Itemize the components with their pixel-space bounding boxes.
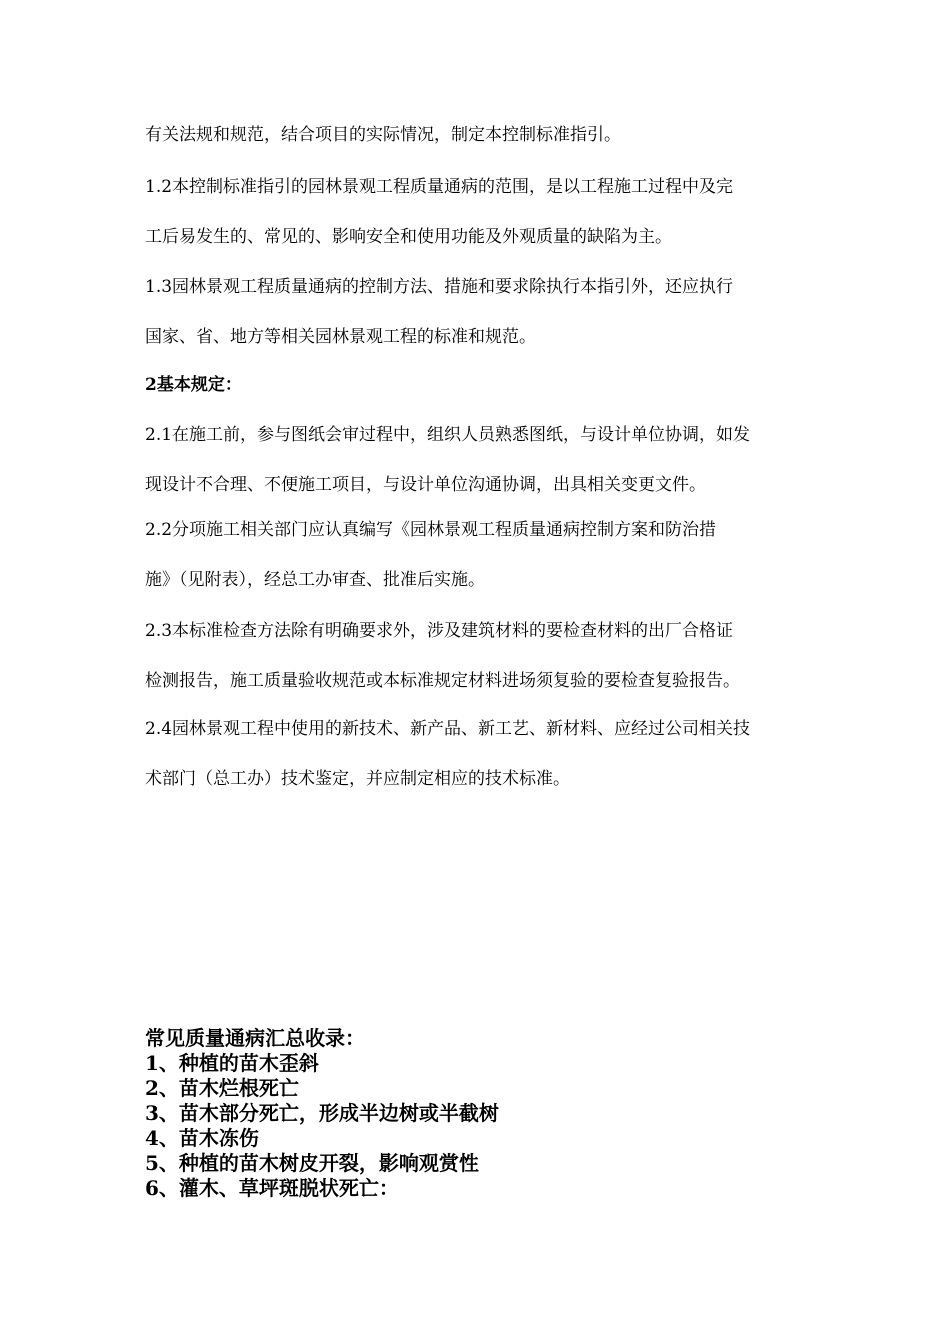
paragraph-1-3-line-1: 1.3园林景观工程质量通病的控制方法、措施和要求除执行本指引外，还应执行 [145, 277, 734, 297]
paragraph-2-3-line-1: 2.3本标准检查方法除有明确要求外，涉及建筑材料的要检查材料的出厂合格证 [145, 621, 734, 641]
summary-title: 常见质量通病汇总收录： [145, 1026, 365, 1050]
list-item: 2、苗木烂根死亡 [145, 1076, 299, 1100]
list-item: 5、种植的苗木树皮开裂，影响观赏性 [145, 1151, 479, 1175]
list-item: 4、苗木冻伤 [145, 1126, 259, 1150]
paragraph-2-2-line-2: 施》（见附表），经总工办审查、批准后实施。 [145, 570, 485, 590]
paragraph-1-2-line-2: 工后易发生的、常见的、影响安全和使用功能及外观质量的缺陷为主。 [145, 227, 672, 247]
paragraph-2-4-line-2: 术部门（总工办）技术鉴定，并应制定相应的技术标准。 [145, 769, 570, 789]
list-item: 1、种植的苗木歪斜 [145, 1051, 319, 1075]
defect-summary-list [145, 1026, 825, 1201]
paragraph-intro-line: 有关法规和规范，结合项目的实际情况，制定本控制标准指引。 [145, 125, 621, 145]
paragraph-1-3-line-2: 国家、省、地方等相关园林景观工程的标准和规范。 [145, 327, 536, 347]
list-item: 3、苗木部分死亡，形成半边树或半截树 [145, 1101, 499, 1125]
paragraph-1-2-line-1: 1.2本控制标准指引的园林景观工程质量通病的范围，是以工程施工过程中及完 [145, 177, 734, 197]
paragraph-2-1-line-2: 现设计不合理、不便施工项目，与设计单位沟通协调，出具相关变更文件。 [145, 475, 706, 495]
paragraph-2-2-line-1: 2.2分项施工相关部门应认真编写《园林景观工程质量通病控制方案和防治措 [145, 520, 717, 540]
paragraph-2-3-line-2: 检测报告，施工质量验收规范或本标准规定材料进场须复验的要检查复验报告。 [145, 671, 740, 691]
paragraph-2-1-line-1: 2.1在施工前，参与图纸会审过程中，组织人员熟悉图纸，与设计单位协调，如发 [145, 425, 751, 445]
list-item: 6、灌木、草坪斑脱状死亡： [145, 1176, 399, 1200]
paragraph-2-4-line-1: 2.4园林景观工程中使用的新技术、新产品、新工艺、新材料、应经过公司相关技 [145, 719, 751, 739]
section-heading-basic-rules: 2基本规定： [145, 375, 242, 395]
